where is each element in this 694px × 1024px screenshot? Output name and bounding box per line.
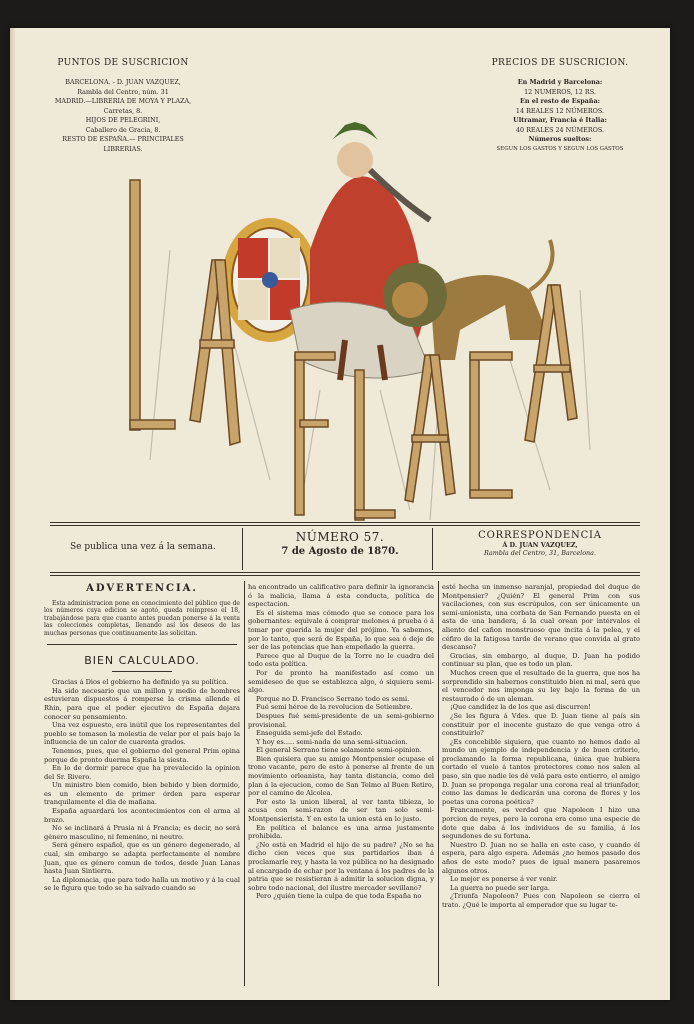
article-paragraph: Lo mejor es ponerse á ver venir. [450,875,558,884]
article-paragraph: esté hecha un inmenso naranjal, propiedad del duque de Montpensier? ¿Quién? El general Prim con sus vacilaciones, con sus escrúpulos, con ser únicamente un semi-unionista, una corbata de San Fernando puesta en el asta de una bandera, á la cual orean por intérvalos el aliento del cañon monstruoso que incita á la pelea, y el céfiro de la fatigosa tarde de verano que convida al grato descanso? [442,583,640,652]
subscription-point-line: MADRID.—LIBRERIA DE MOYA Y PLAZA, [54,97,192,105]
correspondence-title: CORRESPONDENCIA [478,530,602,541]
column-2 [248,583,434,901]
article-paragraph: ¿No está en Madrid el hijo de su padre? ¿No se ha dicho cien veces que sus partidarios iban á proclamarle rey, y hasta la voz pública no ha designado al encargado de echar por la ventana á los padres de la patria que se resistieran á admitir la solucion digna, y sobre todo nacional, del ilustre mercader sevillano? [248,840,434,892]
article-paragraph: Francamente, es verdad que Napoleon I hizo una porcion de reyes, pero la corona era como una especie de dote que daba á los individuos de su familia, á los segundones de su fortuna. [442,806,640,841]
price-line: En el resto de España: [520,97,600,105]
column-3 [442,583,640,910]
column-divider [438,581,439,986]
newspaper-page [10,28,670,1000]
column-1 [44,583,240,893]
page-spine [10,28,16,1000]
article-paragraph: Un ministro bien comido, bien bebido y bien dormido, es un elemento de primer órden para esperar tranquilamente el dia de mañana. [44,781,240,807]
subscription-point-line: Caballero de Gracia, 8. [85,125,161,134]
article-paragraph: La guerra no puede ser larga. [450,883,550,892]
price-line: 40 REALES 24 NÚMEROS. [515,125,605,134]
price-line: SEGUN LOS GASTOS Y SEGUN LOS GASTOS [496,145,624,152]
article-paragraph: Nuestro D. Juan no se halla en este caso, y cuando él espera, para algo espera. Además ¿no hemos pasado dos años de este modo? pues de igual manera pasaremos algunos otros. [442,840,640,875]
subscription-point-line: RESTO DE ESPAÑA.— PRINCIPALES [62,135,184,143]
subscription-point-line: Carretas, 8. [103,106,143,115]
article-paragraph: Es el sistema mas cómodo que se conoce para los gobernantes: equivale á comprar melones á prueba ó á tomar por querida la mujer del prójimo. Ya sabemos, por lo tanto, que será de España, lo que sea ó deje de ser de las potencias que han empeñado la guerra. [248,608,434,652]
article-paragraph: Gracias á Dios el gobierno ha definido ya su política. [52,678,229,687]
subscription-point-line: LIBRERIAS. [103,144,143,153]
article-paragraph: Será género español, que es un género degenerado, al cual, sin embargo se adapta perfectamente el nombre Juan, que es género comun de todos, desde Juan Lanas hasta Juan Sintierra. [44,841,240,876]
price-line: 14 REALES 12 NÚMEROS. [515,106,605,115]
advertencia-text [44,600,240,638]
price-line: En Madrid y Barcelona: [517,78,603,86]
price-line: Ultramar, Francia é Italia: [513,116,607,124]
advertencia-title: ADVERTENCIA. [86,583,198,594]
article-paragraph: Despues fué semi-presidente de un semi-gobierno provisional. [248,711,434,729]
issue-date: 7 de Agosto de 1870. [281,546,399,557]
article-paragraph: La diplomacia, que para todo halla un motivo y á la cual se le figura que todo se ha salvado cuando se [44,875,240,893]
subscription-prices-title: PRECIOS DE SUSCRICION. [491,58,629,68]
title-underline [112,671,172,672]
article-paragraph: Tenemos, pues, que el gobierno del general Prim opina porque de pronto duerma España la siesta. [44,746,240,764]
subscription-point-line: Rambla del Centro, núm. 31 [77,87,169,96]
masthead-rule-top-double [50,525,640,526]
article-paragraph: Una vez espuesto, era inútil que los representantes del pueblo se tomasen la molestia de velar por el país bajo la influencia de un calor de cuarenta grados. [44,721,240,747]
article-paragraph: En política el balance es una arma justamente prohibida. [248,823,434,841]
article-paragraph: ¿Triunfa Napoleon? Pues con Napoleon se cierra el trato. ¿Qué le importa al emperador que su lugar te- [442,892,640,909]
article-paragraph: España aguardará los acontecimientos con el arma al brazo. [44,807,240,824]
subscription-point-line: HIJOS DE PELEGRINI, [85,116,161,124]
article-paragraph: ¿Es concebible siquiera, que cuanto no hemos dado al mundo un ejemplo de independencia y de buen criterio, proclamando la forma republicana, única que hubiera cortado el vuelo á tantos protectores como nos salen al paso, sin que nadie les dé velá para este entierro, el amigo D. Juan se proponga regalar una corona real al triunfador, como las damas le dedicarán una corona de flores y los poetas una corona poética? [442,737,640,806]
correspondence [440,530,640,557]
correspondence-to: Á D. JUAN VAZQUEZ, [502,541,578,549]
subscription-point-line: BARCELONA. - D. JUAN VAZQUEZ, [65,78,181,86]
subscription-points-title: PUNTOS DE SUSCRICION [57,58,189,68]
article-paragraph: ha encontrado un calificativo para definir la ignorancia ó la malicia, llama á esta conducta, política de espectacion. [248,583,434,609]
masthead-rule-bottom-double [50,575,640,576]
article-paragraph: ¿Se les figura á Vdes. que D. Juan tiene al país sin constituir por el inocente gustazo de que venga otro á constituirlo? [442,711,640,738]
article-paragraph: Pero ¿quién tiene la culpa de que toda España no [256,892,422,901]
column-divider [244,581,245,986]
issue-number: NÚMERO 57. [295,530,385,544]
article-paragraph: No se inclinará á Prusia ni á Francia; es decir, no será género masculino, ni femenino, ni neutro. [44,824,240,841]
price-line: Números sueltos: [528,135,592,143]
article-paragraph: En lo de dormir parece que ha prevalecido la opinion del Sr. Rivero. [44,764,240,781]
article-paragraph: ¡Que candidez la de los que asi discurren! [450,703,591,712]
article-paragraph: Gracias, sin embargo, al duque, D. Juan ha podido continuar su plan, que es todo un plan. [442,651,640,669]
article-paragraph: El general Serrano tiene solamente semi-opinion. [256,746,422,755]
price-line: 12 NUMEROS, 12 RS. [524,87,596,96]
article-paragraph: Fué semi héroe de la revolucion de Setiembre. [256,703,413,712]
article-paragraph: Porque no D. Francisco Serrano todo es semi. [256,694,410,703]
masthead-rule-top [50,522,640,523]
article-paragraph: Por de pronto ha manifestado así como un semideseo de que se establezca algo, ó siquiera semi-algo. [248,668,434,695]
correspondence-address: Rambla del Centro, 31, Barcelona. [483,549,597,558]
seated-allegory-figure [290,122,430,380]
article-paragraph: Muchos creen que el resultado de la guerra, que nos ha sorprendido sin habernos constituido bien ni mal, será que el vencedor nos imponga su ley bajo la forma de un restaurado ó de un aleman. [442,668,640,703]
masthead-rule-bottom [50,572,640,573]
section-divider [47,644,237,645]
issue-info [250,530,430,557]
article-title: BIEN CALCULADO. [84,653,200,667]
article-paragraph: Parece que al Duque de la Torre no le cuadra del todo esta política. [248,651,434,669]
advertencia-paragraph: Esta administracion pone en conocimiento del público que de los números cuya edicion se agotó, queda reimpreso el 18, trabajándose para que cuanto antes puedan ponerse á la venta las colecciones completas, llenando así los deseos de las muchas personas que continuamente las solicitan. [44,599,240,637]
article-paragraph: Bien quisiera que su amigo Montpensier ocupase el trono vacante, pero de esto á ponerse al frente de un movimiento orleanista, hay tanta distancia, como del plan á la ejecucion, como de San Telmo al Buen Retiro, por el camino de Alcolea. [248,754,434,798]
article-paragraph: Por esto la union liberal, al ver tanta tibieza, le acusa con semi-razon de ser tan solo semi-Montpensierista. Y en esto la union está en lo justo. [248,797,434,824]
masthead-divider [242,528,243,570]
masthead-divider [432,528,433,570]
article-paragraph: Enseguida semi-jefe del Estado. [256,729,363,738]
article-paragraph: Y hoy es..... semi-nada de una semi-situacion. [256,737,408,746]
publication-frequency: Se publica una vez á la semana. [70,542,216,552]
article-paragraph: Ha sido necesario que un millon y medio de hombres estuvieran dispuestos á romperse la crisma allende el Rhin, para que el poder ejecutivo de España dejara conocer su pensamiento. [44,686,240,721]
masthead-illustration [110,90,610,538]
